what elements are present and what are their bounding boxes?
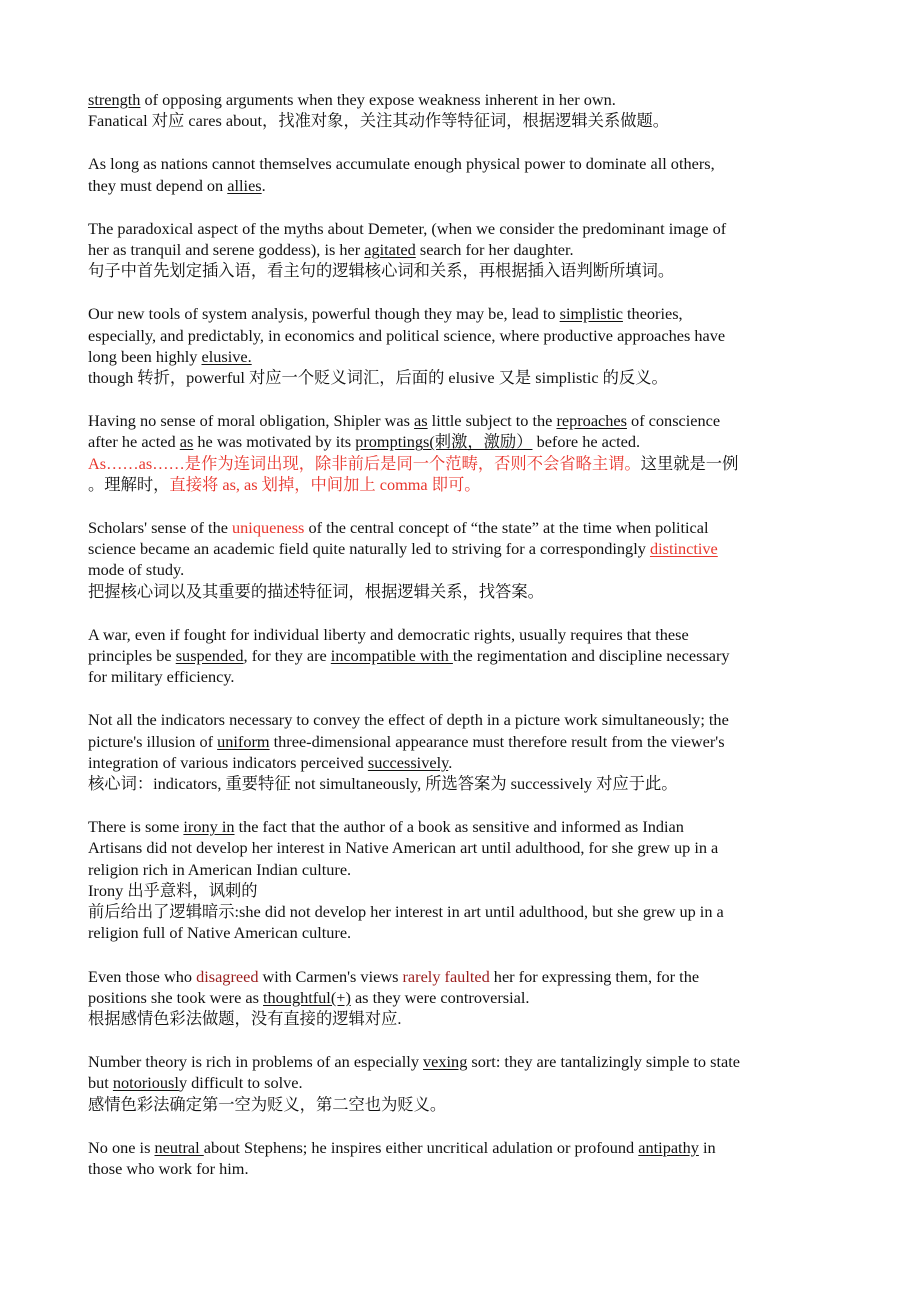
text-line bbox=[88, 1137, 840, 1158]
text-span: but bbox=[88, 1073, 113, 1093]
text-line bbox=[88, 517, 840, 538]
text-line bbox=[88, 239, 840, 260]
text-span: Even those who bbox=[88, 966, 197, 986]
text-span: Our new tools of system analysis, powerful though they may be, lead to bbox=[88, 304, 560, 324]
text-span: three-dimensional appearance must therefore result from the viewer's bbox=[269, 731, 725, 751]
answer-word: neutral bbox=[154, 1137, 204, 1157]
answer-word: distinctive bbox=[649, 539, 718, 559]
text-span: Number theory is rich in problems of an especially bbox=[88, 1052, 424, 1072]
answer-word: as bbox=[414, 411, 428, 431]
text-line bbox=[88, 346, 840, 367]
explanation-line: 前后给出了逻辑暗示:she did not develop her interest in art until adulthood, but she grew up in a bbox=[88, 902, 724, 922]
paragraph-1 bbox=[88, 89, 840, 131]
answer-word: as bbox=[179, 432, 194, 452]
text-line: for military efficiency. bbox=[88, 667, 235, 687]
text-line bbox=[88, 987, 840, 1008]
answer-word: uniform bbox=[217, 731, 270, 751]
explanation-line: though 转折，powerful 对应一个贬义词汇，后面的 elusive 又是 simplistic 的反义。 bbox=[88, 368, 668, 388]
answer-word: thoughtful(+) bbox=[263, 987, 351, 1007]
highlight-text: As……as……是作为连词出现，除非前后是同一个范畴，否则不会省略主谓。 bbox=[88, 453, 641, 473]
text-line: As long as nations cannot themselves accumulate enough physical power to dominate all others, bbox=[88, 154, 715, 174]
text-span: . bbox=[261, 175, 266, 195]
explanation-line: 句子中首先划定插入语，看主句的逻辑核心词和关系，再根据插入语判断所填词。 bbox=[88, 261, 675, 281]
text-span: search for her daughter. bbox=[415, 240, 574, 260]
text-span: Having no sense of moral obligation, Shipler was bbox=[88, 411, 415, 431]
document-page bbox=[88, 89, 840, 1201]
answer-word: simplistic bbox=[559, 304, 623, 324]
text-span: about Stephens; he inspires either uncritical adulation or profound bbox=[203, 1137, 639, 1157]
text-line: The paradoxical aspect of the myths about Demeter, (when we consider the predominant image of bbox=[88, 218, 727, 238]
paragraph-6 bbox=[88, 517, 840, 602]
text-span: No one is bbox=[88, 1137, 155, 1157]
text-line: A war, even if fought for individual liberty and democratic rights, usually requires that these bbox=[88, 624, 689, 644]
text-line bbox=[88, 752, 840, 773]
text-span: picture's illusion of bbox=[88, 731, 218, 751]
answer-word: antipathy bbox=[638, 1137, 699, 1157]
text-span: as they were controversial. bbox=[350, 987, 530, 1007]
text-line: those who work for him. bbox=[88, 1158, 249, 1178]
answer-word: promptings(刺激，激励） bbox=[355, 432, 533, 452]
answer-word: incompatible with bbox=[330, 646, 453, 666]
text-span: 。理解时， bbox=[88, 474, 170, 494]
paragraph-3 bbox=[88, 218, 840, 282]
text-span: . bbox=[448, 752, 453, 772]
text-span: with Carmen's views bbox=[258, 966, 403, 986]
text-span: little subject to the bbox=[427, 411, 557, 431]
text-line bbox=[88, 1072, 840, 1093]
highlight-text: uniqueness bbox=[232, 518, 305, 538]
highlight-text: disagreed bbox=[196, 966, 259, 986]
answer-word: successively bbox=[367, 752, 449, 772]
paragraph-10 bbox=[88, 966, 840, 1030]
text-line bbox=[88, 410, 840, 431]
text-line: mode of study. bbox=[88, 560, 185, 580]
text-span: before he acted. bbox=[532, 432, 641, 452]
answer-word: vexing bbox=[423, 1052, 468, 1072]
text-line: religion rich in American Indian culture. bbox=[88, 859, 352, 879]
answer-word: notoriousl bbox=[112, 1073, 179, 1093]
answer-word: strength bbox=[88, 90, 141, 109]
paragraph-11 bbox=[88, 1051, 840, 1115]
explanation-line: Fanatical 对应 cares about，找准对象，关注其动作等特征词，根据逻辑关系做题。 bbox=[88, 111, 670, 131]
paragraph-12 bbox=[88, 1137, 840, 1179]
answer-word: agitated bbox=[364, 240, 416, 260]
answer-word: allies bbox=[227, 175, 262, 195]
text-span: of the central concept of “the state” at the time when political bbox=[304, 518, 709, 538]
explanation-line bbox=[88, 474, 840, 495]
paragraph-8 bbox=[88, 709, 840, 794]
text-line bbox=[88, 431, 840, 452]
explanation-line: Irony 出乎意料，讽刺的 bbox=[88, 880, 258, 900]
highlight-text: 直接将 as, as 划掉，中间加上 comma 即可。 bbox=[169, 474, 481, 494]
text-span: the fact that the author of a book as sensitive and informed as Indian bbox=[234, 817, 684, 837]
answer-word: suspended bbox=[175, 646, 244, 666]
text-span: Scholars' sense of the bbox=[88, 518, 233, 538]
text-line: Not all the indicators necessary to convey the effect of depth in a picture work simultaneously; the bbox=[88, 710, 729, 730]
text-span: of conscience bbox=[626, 411, 721, 431]
explanation-line: 核心词：indicators, 重要特征 not simultaneously, 所选答案为 successively 对应于此。 bbox=[88, 774, 678, 794]
text-line bbox=[88, 731, 840, 752]
text-span: science became an academic field quite naturally led to striving for a correspondingly bbox=[88, 539, 650, 559]
text-line bbox=[88, 1051, 840, 1072]
text-span: principles be bbox=[88, 646, 176, 666]
text-span: sort: they are tantalizingly simple to state bbox=[467, 1052, 740, 1072]
text-line bbox=[88, 175, 840, 196]
text-span: her as tranquil and serene goddess), is her bbox=[88, 240, 365, 260]
text-span: after he acted bbox=[88, 432, 180, 452]
text-span: the regimentation and discipline necessary bbox=[452, 646, 730, 666]
text-span: positions she took were as bbox=[88, 987, 263, 1007]
highlight-text: rarely faulted bbox=[402, 966, 490, 986]
text-line bbox=[88, 645, 840, 666]
paragraph-4 bbox=[88, 303, 840, 388]
explanation-line: 把握核心词以及其重要的描述特征词，根据逻辑关系，找答案。 bbox=[88, 581, 544, 601]
explanation-line: 感情色彩法确定第一空为贬义，第二空也为贬义。 bbox=[88, 1094, 447, 1114]
text-line bbox=[88, 538, 840, 559]
text-line bbox=[88, 816, 840, 837]
answer-word: irony in bbox=[183, 817, 235, 837]
explanation-line: religion full of Native American culture. bbox=[88, 923, 352, 943]
text-span: , for they are bbox=[243, 646, 331, 666]
explanation-line bbox=[88, 453, 840, 474]
text-span: theories, bbox=[622, 304, 683, 324]
text-span: 这里就是一例 bbox=[640, 453, 739, 473]
answer-word: elusive. bbox=[201, 346, 252, 366]
text-line: especially, and predictably, in economics and political science, where productive approaches have bbox=[88, 325, 726, 345]
paragraph-5 bbox=[88, 410, 840, 495]
text-span: in bbox=[698, 1137, 716, 1157]
paragraph-2 bbox=[88, 153, 840, 195]
text-span: integration of various indicators perceived bbox=[88, 752, 368, 772]
text-span: he was motivated by its bbox=[193, 432, 356, 452]
answer-word: reproaches bbox=[556, 411, 627, 431]
text-span: her for expressing them, for the bbox=[489, 966, 700, 986]
text-span: y difficult to solve. bbox=[178, 1073, 303, 1093]
paragraph-9 bbox=[88, 816, 840, 943]
text-span: long been highly bbox=[88, 346, 202, 366]
text-span: they must depend on bbox=[88, 175, 228, 195]
text-span: There is some bbox=[88, 817, 184, 837]
text-span: of opposing arguments when they expose weakness inherent in her own. bbox=[140, 90, 616, 109]
text-line bbox=[88, 303, 840, 324]
text-line: Artisans did not develop her interest in Native American art until adulthood, for she grew up in a bbox=[88, 838, 719, 858]
text-line bbox=[88, 966, 840, 987]
text-line bbox=[88, 89, 840, 110]
paragraph-7 bbox=[88, 624, 840, 688]
explanation-line: 根据感情色彩法做题，没有直接的逻辑对应. bbox=[88, 1008, 402, 1028]
